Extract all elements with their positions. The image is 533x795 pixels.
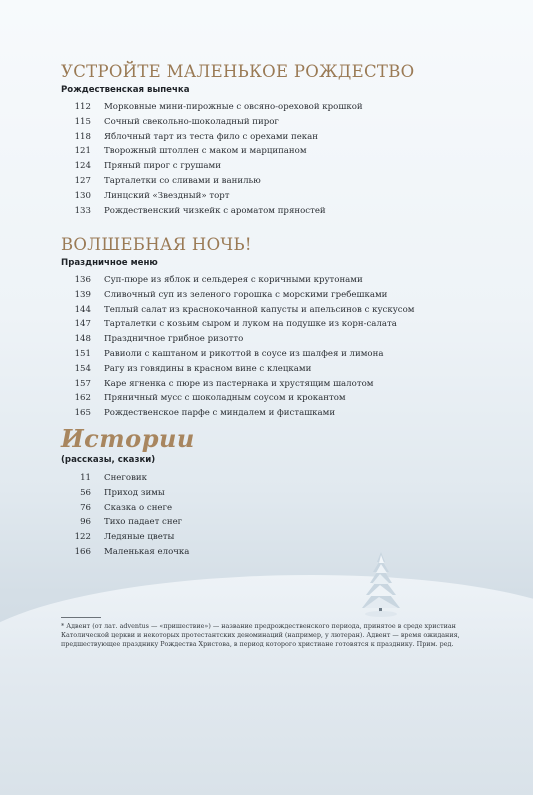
section-title: Истории bbox=[61, 424, 195, 453]
entry-title: Тарталетки со сливами и ванилью bbox=[104, 175, 261, 186]
page-number: 148 bbox=[74, 334, 91, 345]
entry-title: Праздничное грибное ризотто bbox=[104, 334, 244, 345]
toc-entry bbox=[61, 115, 363, 130]
toc-entry bbox=[61, 100, 363, 115]
entry-title: Ледяные цветы bbox=[104, 532, 175, 543]
entry-title: Суп-пюре из яблок и сельдерея с коричными крутонами bbox=[104, 275, 363, 285]
page-number: 151 bbox=[74, 348, 91, 359]
entry-title: Рагу из говядины в красном вине с клецками bbox=[104, 363, 312, 374]
footnote bbox=[61, 617, 471, 650]
page-number: 166 bbox=[74, 546, 91, 557]
page-number: 144 bbox=[74, 304, 91, 315]
entry-title: Каре ягненка с пюре из пастернака и хрустящим шалотом bbox=[104, 378, 374, 389]
section-subtitle: (рассказы, сказки) bbox=[61, 455, 156, 465]
toc-entry bbox=[61, 144, 363, 159]
section-festive-menu bbox=[61, 235, 415, 419]
page-number: 124 bbox=[74, 161, 91, 172]
page-number: 133 bbox=[74, 205, 91, 216]
toc-entry bbox=[61, 288, 414, 303]
toc-entry bbox=[61, 159, 363, 174]
toc-entry bbox=[61, 486, 189, 501]
page-number: 122 bbox=[74, 532, 91, 543]
page-number: 147 bbox=[74, 319, 91, 330]
page-number: 112 bbox=[74, 102, 91, 112]
toc-entry bbox=[61, 347, 414, 362]
entry-title: Приход зимы bbox=[104, 487, 165, 498]
page-number: 118 bbox=[74, 131, 91, 142]
toc-entry bbox=[61, 515, 189, 530]
toc-entry bbox=[61, 130, 363, 145]
entry-title: Тарталетки с козьим сыром и луком на подушке из корн-салата bbox=[104, 319, 397, 330]
entry-title: Теплый салат из краснокочанной капусты и апельсинов с кускусом bbox=[104, 304, 415, 315]
footnote-text: * Адвент (от лат. adventus — «пришествие») — название предрождественского периода, принятое в среде христиан Католической церкви и некоторых протестантских деноминаций (например, у лютеран). Адвент — время ожидания, предшествующее празднику Рождества Христова, в период которого христиане готовятся к празднику. Прим. ред. bbox=[61, 622, 460, 649]
page-number: 96 bbox=[80, 517, 91, 528]
entry-title: Рождественское парфе с миндалем и фисташками bbox=[104, 408, 336, 419]
toc-entry bbox=[61, 204, 363, 219]
toc-entry bbox=[61, 317, 414, 332]
snow-hill-background bbox=[0, 575, 533, 795]
entry-title: Творожный штоллен с маком и марципаном bbox=[104, 146, 307, 157]
page-number: 165 bbox=[74, 408, 91, 419]
entry-title: Пряничный мусс с шоколадным соусом и крокантом bbox=[104, 393, 346, 404]
toc-entry bbox=[61, 501, 189, 516]
toc-entry bbox=[61, 377, 414, 392]
entry-title: Пряный пирог с грушами bbox=[104, 161, 221, 172]
page-number: 136 bbox=[74, 275, 91, 285]
toc-entry bbox=[61, 174, 363, 189]
page-number: 127 bbox=[74, 175, 91, 186]
toc-entry bbox=[61, 362, 414, 377]
section-title: ВОЛШЕБНАЯ НОЧЬ! bbox=[61, 235, 252, 254]
section-subtitle: Рождественская выпечка bbox=[61, 85, 190, 95]
entry-title: Маленькая елочка bbox=[104, 546, 190, 557]
page-number: 130 bbox=[74, 190, 91, 201]
page-number: 11 bbox=[80, 473, 91, 483]
footnote-divider bbox=[61, 617, 101, 618]
entry-title: Тихо падает снег bbox=[104, 517, 183, 528]
entry-title: Морковные мини-пирожные с овсяно-ореховой крошкой bbox=[104, 102, 363, 112]
entry-title: Равиоли с каштаном и рикоттой в соусе из шалфея и лимона bbox=[104, 348, 384, 359]
toc-entry bbox=[61, 545, 189, 560]
entry-title: Сочный свекольно-шоколадный пирог bbox=[104, 116, 279, 127]
entry-title: Снеговик bbox=[104, 473, 148, 483]
toc-entry bbox=[61, 530, 189, 545]
page-number: 162 bbox=[74, 393, 91, 404]
toc-entry bbox=[61, 332, 414, 347]
toc-entry bbox=[61, 189, 363, 204]
section-title: УСТРОЙТЕ МАЛЕНЬКОЕ РОЖДЕСТВО bbox=[61, 62, 415, 81]
toc-entry bbox=[61, 406, 414, 421]
toc-list bbox=[61, 273, 414, 421]
page-number: 157 bbox=[74, 378, 91, 389]
entry-title: Сливочный суп из зеленого горошка с морскими гребешками bbox=[104, 289, 388, 300]
page-number: 121 bbox=[74, 146, 91, 157]
page-number: 76 bbox=[80, 502, 91, 513]
toc-entry bbox=[61, 273, 414, 288]
entry-title: Яблочный тарт из теста фило с орехами пекан bbox=[104, 131, 319, 142]
toc-entry bbox=[61, 391, 414, 406]
page-number: 154 bbox=[74, 363, 91, 374]
toc-entry bbox=[61, 303, 414, 318]
page-number: 139 bbox=[74, 289, 91, 300]
snowy-tree-image bbox=[358, 552, 404, 624]
section-stories bbox=[61, 424, 195, 557]
toc-list bbox=[61, 471, 189, 560]
section-subtitle: Праздничное меню bbox=[61, 258, 158, 268]
page-number: 115 bbox=[74, 116, 91, 127]
entry-title: Сказка о снеге bbox=[104, 502, 173, 513]
toc-list bbox=[61, 100, 363, 218]
section-baking bbox=[61, 62, 415, 216]
entry-title: Линцский «Звездный» торт bbox=[104, 190, 230, 201]
entry-title: Рождественский чизкейк с ароматом пряностей bbox=[104, 205, 326, 216]
toc-entry bbox=[61, 471, 189, 486]
page-number: 56 bbox=[80, 487, 91, 498]
